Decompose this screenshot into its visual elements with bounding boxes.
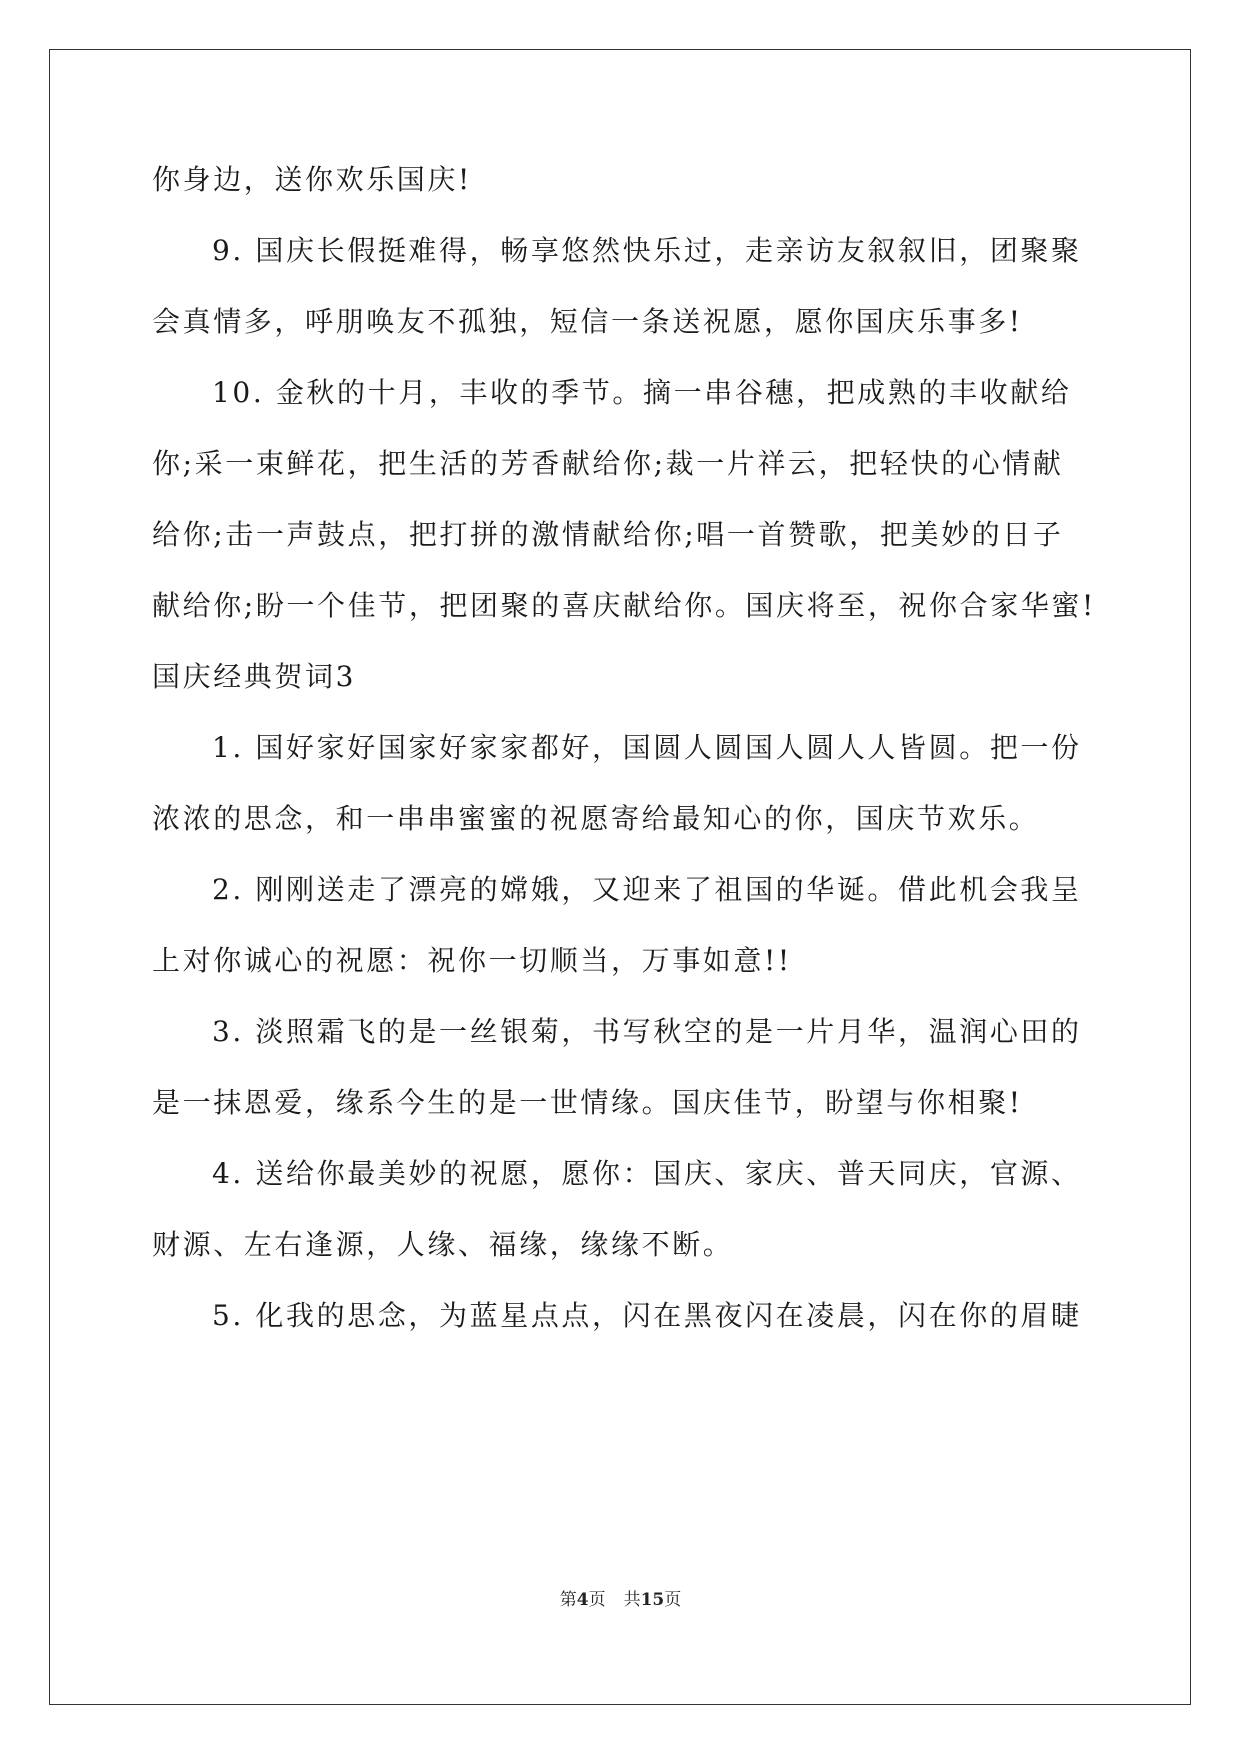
total-pages: 15 xyxy=(640,1590,665,1610)
section-heading: 国庆经典贺词3 xyxy=(152,660,357,693)
list-item-5-line-1: 5. 化我的思念，为蓝星点点，闪在黑夜闪在凌晨，闪在你的眉睫 xyxy=(212,1299,1082,1332)
list-item-4-line-1: 4. 送给你最美妙的祝愿，愿你：国庆、家庆、普天同庆，官源、 xyxy=(212,1157,1082,1190)
list-item-10-line-4: 献给你;盼一个佳节，把团聚的喜庆献给你。国庆将至，祝你合家华蜜! xyxy=(152,589,1096,622)
page-footer xyxy=(0,1588,1241,1612)
list-item-3-line-1: 3. 淡照霜飞的是一丝银菊，书写秋空的是一片月华，温润心田的 xyxy=(212,1015,1082,1048)
list-item-9-line-1: 9. 国庆长假挺难得，畅享悠然快乐过，走亲访友叙叙旧，团聚聚 xyxy=(212,234,1082,267)
total-prefix: 共 xyxy=(623,1590,641,1610)
list-item-2-line-1: 2. 刚刚送走了漂亮的嫦娥，又迎来了祖国的华诞。借此机会我呈 xyxy=(212,873,1082,906)
page-suffix: 页 xyxy=(588,1590,606,1610)
list-item-1-line-1: 1. 国好家好国家好家家都好，国圆人圆国人圆人人皆圆。把一份 xyxy=(212,731,1082,764)
page-number: 4 xyxy=(576,1590,589,1610)
page-prefix: 第 xyxy=(559,1590,577,1610)
list-item-10-line-2: 你;采一束鲜花，把生活的芳香献给你;裁一片祥云，把轻快的心情献 xyxy=(152,447,1064,480)
list-item-4-line-2: 财源、左右逢源，人缘、福缘，缘缘不断。 xyxy=(152,1228,734,1261)
list-item-9-line-2: 会真情多，呼朋唤友不孤独，短信一条送祝愿，愿你国庆乐事多! xyxy=(152,305,1023,338)
text-line: 你身边，送你欢乐国庆! xyxy=(152,163,472,196)
list-item-2-line-2: 上对你诚心的祝愿：祝你一切顺当，万事如意!! xyxy=(152,944,792,977)
list-item-10-line-1: 10. 金秋的十月，丰收的季节。摘一串谷穗，把成熟的丰收献给 xyxy=(212,376,1072,409)
list-item-1-line-2: 浓浓的思念，和一串串蜜蜜的祝愿寄给最知心的你，国庆节欢乐。 xyxy=(152,802,1040,835)
list-item-3-line-2: 是一抹恩爱，缘系今生的是一世情缘。国庆佳节，盼望与你相聚! xyxy=(152,1086,1023,1119)
list-item-10-line-3: 给你;击一声鼓点，把打拼的激情献给你;唱一首赞歌，把美妙的日子 xyxy=(152,518,1064,551)
total-suffix: 页 xyxy=(664,1590,682,1610)
